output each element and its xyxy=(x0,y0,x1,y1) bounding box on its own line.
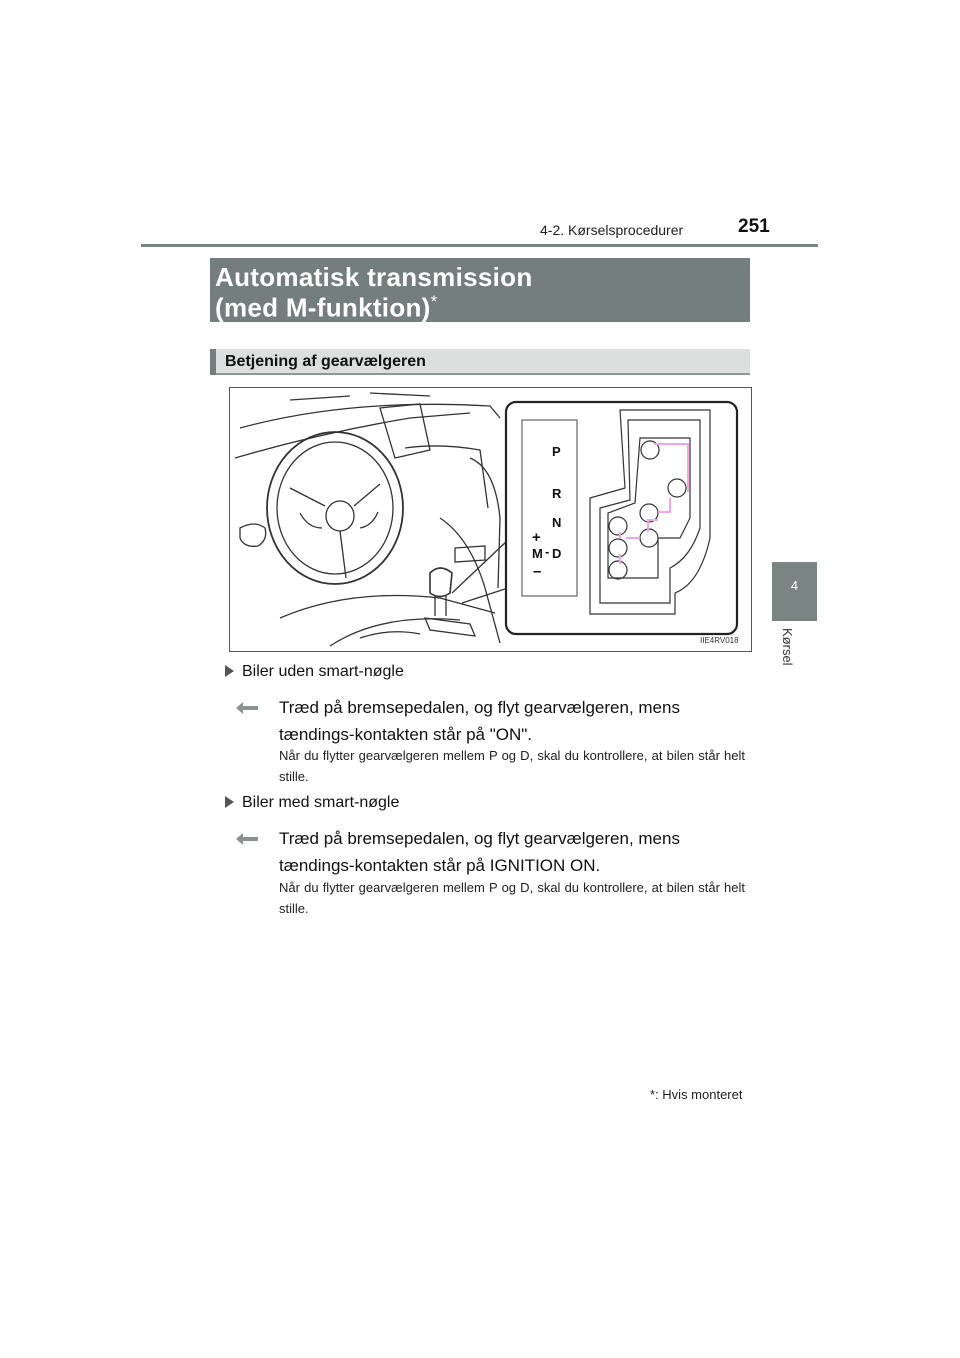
gear-label-n: N xyxy=(552,515,562,530)
title-line-2-text: (med M-funktion) xyxy=(215,292,431,323)
chapter-label: Kørsel xyxy=(780,628,795,666)
note-text: Når du flytter gearvælgeren mellem P og D, skal du kontrollere, at bilen står helt stille. xyxy=(279,748,745,784)
title-line-2 xyxy=(215,292,438,324)
page-number: 251 xyxy=(738,216,770,237)
gear-label-p: P xyxy=(552,444,561,459)
note-text: Når du flytter gearvælgeren mellem P og D, skal du kontrollere, at bilen står helt stille. xyxy=(279,880,745,916)
triangle-bullet-icon xyxy=(225,796,234,808)
dashboard-drawing xyxy=(235,393,508,646)
footnote xyxy=(650,1087,742,1102)
section-heading-with-smart-key xyxy=(225,794,399,812)
gear-selector-illustration xyxy=(230,388,751,651)
section-heading-text: Biler med smart-nøgle xyxy=(242,794,400,811)
gear-label-r: R xyxy=(552,486,562,501)
step-arrow-icon xyxy=(236,833,258,845)
figure-code: IIE4RV018 xyxy=(700,636,739,645)
subheading-bar xyxy=(210,349,216,375)
chapter-number: 4 xyxy=(790,578,799,593)
step-text: Træd på bremsepedalen, og flyt gearvælgeren, mens tændings-kontakten står på IGNITION ON. xyxy=(279,829,680,875)
gear-label-d: D xyxy=(552,546,562,561)
gear-label-dash: - xyxy=(545,544,550,559)
section-heading-text: Biler uden smart-nøgle xyxy=(242,663,404,680)
triangle-bullet-icon xyxy=(225,665,234,677)
footnote-text: : Hvis monteret xyxy=(655,1087,743,1102)
step-text: Træd på bremsepedalen, og flyt gearvælgeren, mens tændings-kontakten står på "ON". xyxy=(279,698,680,744)
gear-label-minus: – xyxy=(533,563,542,580)
gear-label-m: M xyxy=(532,546,543,561)
title-line-1: Automatisk transmission xyxy=(215,262,533,292)
gear-selector-figure xyxy=(229,387,752,652)
footnote-marker: * xyxy=(650,1087,656,1102)
header-rule xyxy=(141,244,818,247)
subheading: Betjening af gearvælgeren xyxy=(225,353,426,370)
gear-label-plus: + xyxy=(532,529,541,546)
running-header: 4-2. Kørselsprocedurer xyxy=(540,222,684,238)
title-asterisk: * xyxy=(430,292,438,311)
step-arrow-icon xyxy=(236,702,258,714)
section-heading-without-smart-key xyxy=(225,663,404,681)
